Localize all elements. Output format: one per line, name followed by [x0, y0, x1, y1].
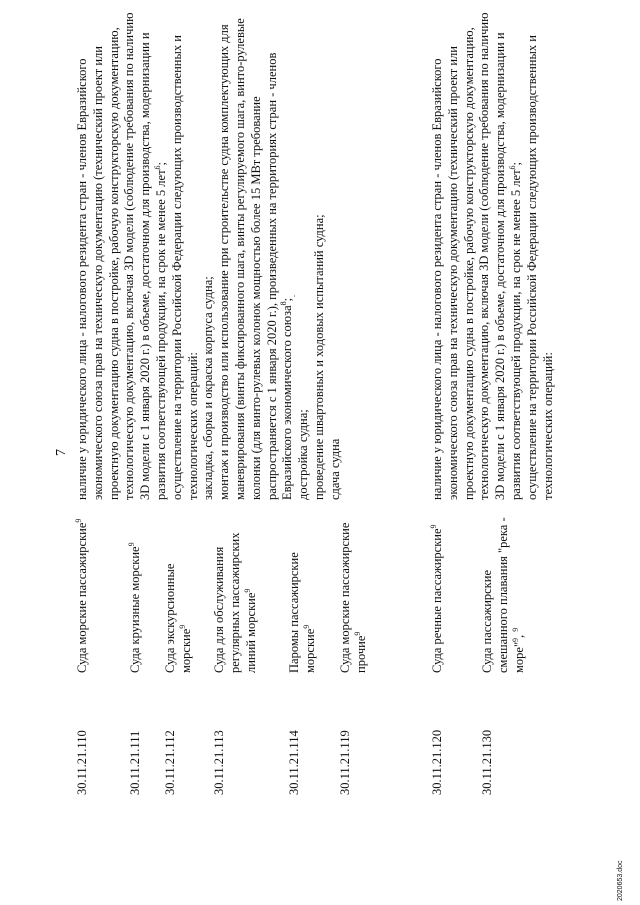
footnote-mark: 9	[242, 588, 252, 593]
requirements-text	[75, 10, 344, 500]
requirement-paragraph: сдача судна	[327, 438, 342, 500]
requirement-paragraph: осуществление на территории Российской Федерации следующих производственных и технологических операций:	[524, 35, 555, 500]
okpd-code: 30.11.21.111	[128, 730, 142, 795]
footnote-mark: 9	[510, 627, 520, 632]
footnote-mark: 9	[510, 637, 520, 642]
product-name: Суда экскурсионные морские$^9$	[163, 563, 193, 673]
requirement-paragraph: наличие у юридического лица - налогового резидента стран - членов Евразийского экономического союза прав на техническую документацию (технический проект или проектную документацию судна в постройке, рабочую конструкторскую документацию, технологическую документацию, включая 3D модели (соблюдение требования по наличию 3D модели с 1 января 2020 г.) в объеме, достаточном для производства, модернизации и развития соответствующей продукции, на срок не менее 5 лет$^6$;	[430, 12, 523, 500]
page-number: 7	[54, 449, 69, 456]
scan-speck: .	[288, 295, 297, 297]
footnote-mark: 9	[126, 542, 136, 547]
product-name: Суда для обслуживания регулярных пассажирских линий морские$^9$	[212, 532, 258, 673]
okpd-code: 30.11.21.110	[75, 730, 89, 795]
requirement-paragraph: закладка, сборка и окраска корпуса судна;	[201, 276, 216, 500]
okpd-code: 30.11.21.130	[480, 729, 494, 795]
product-name: Суда морские пассажирские$^9$	[73, 518, 89, 673]
product-name: Суда морские пассажирские прочие$^9$	[338, 522, 368, 673]
okpd-code: 30.11.21.112	[163, 730, 177, 795]
requirement-paragraph: достройка судна;	[296, 409, 311, 500]
footnote-mark: 6	[507, 165, 517, 170]
product-name: Суда речные пассажирские$^9$	[428, 524, 444, 673]
requirement-paragraph: монтаж и производство или использование при строительстве судна комплектующих для маневрирования (винты фиксированного шага, винты регулируемого шага, винто-рулевые колонки (для винто-рулевых колонок мощностью более 15 МВт требование распространяется с 1 января 2020 г.), произведенных на территориях стран - членов Евразийского экономического союза$^8$;	[217, 18, 295, 500]
footnote-mark: 9	[73, 518, 83, 523]
footnote-mark: 9	[428, 524, 438, 529]
okpd-code: 30.11.21.120	[430, 729, 444, 795]
requirement-paragraph: проведение швартовных и ходовых испытаний судна;	[311, 214, 326, 500]
footnote-mark: 6	[152, 165, 162, 170]
footnote-mark: 9	[301, 624, 311, 629]
product-name: Суда круизные морские$^9$	[126, 542, 142, 673]
footnote-mark: 9	[352, 631, 362, 636]
requirements-text	[430, 10, 556, 500]
product-name: Суда пассажирские смешанного плавания "река - море"$^9$, $^9$	[480, 517, 526, 673]
okpd-code: 30.11.21.119	[338, 730, 352, 795]
footnote-mark: 8	[279, 301, 289, 306]
footnote-mark: 9	[177, 624, 187, 629]
okpd-code: 30.11.21.113	[212, 730, 226, 795]
requirement-paragraph: осуществление на территории Российской Федерации следующих производственных и технологических операций:	[169, 35, 200, 500]
requirement-paragraph: наличие у юридического лица - налогового резидента стран - членов Евразийского экономического союза прав на техническую документацию (технический проект или проектную документацию судна в постройке, рабочую конструкторскую документацию, технологическую документацию, включая 3D модели (соблюдение требования по наличию 3D модели с 1 января 2020 г.) в объеме, достаточном для производства, модернизации и развития соответствующей продукции, на срок не менее 5 лет$^6$;	[75, 12, 168, 500]
document-id: 2020653.doc	[617, 860, 624, 901]
product-name: Паромы пассажирские морские$^9$	[287, 552, 317, 673]
okpd-code: 30.11.21.114	[287, 730, 301, 795]
